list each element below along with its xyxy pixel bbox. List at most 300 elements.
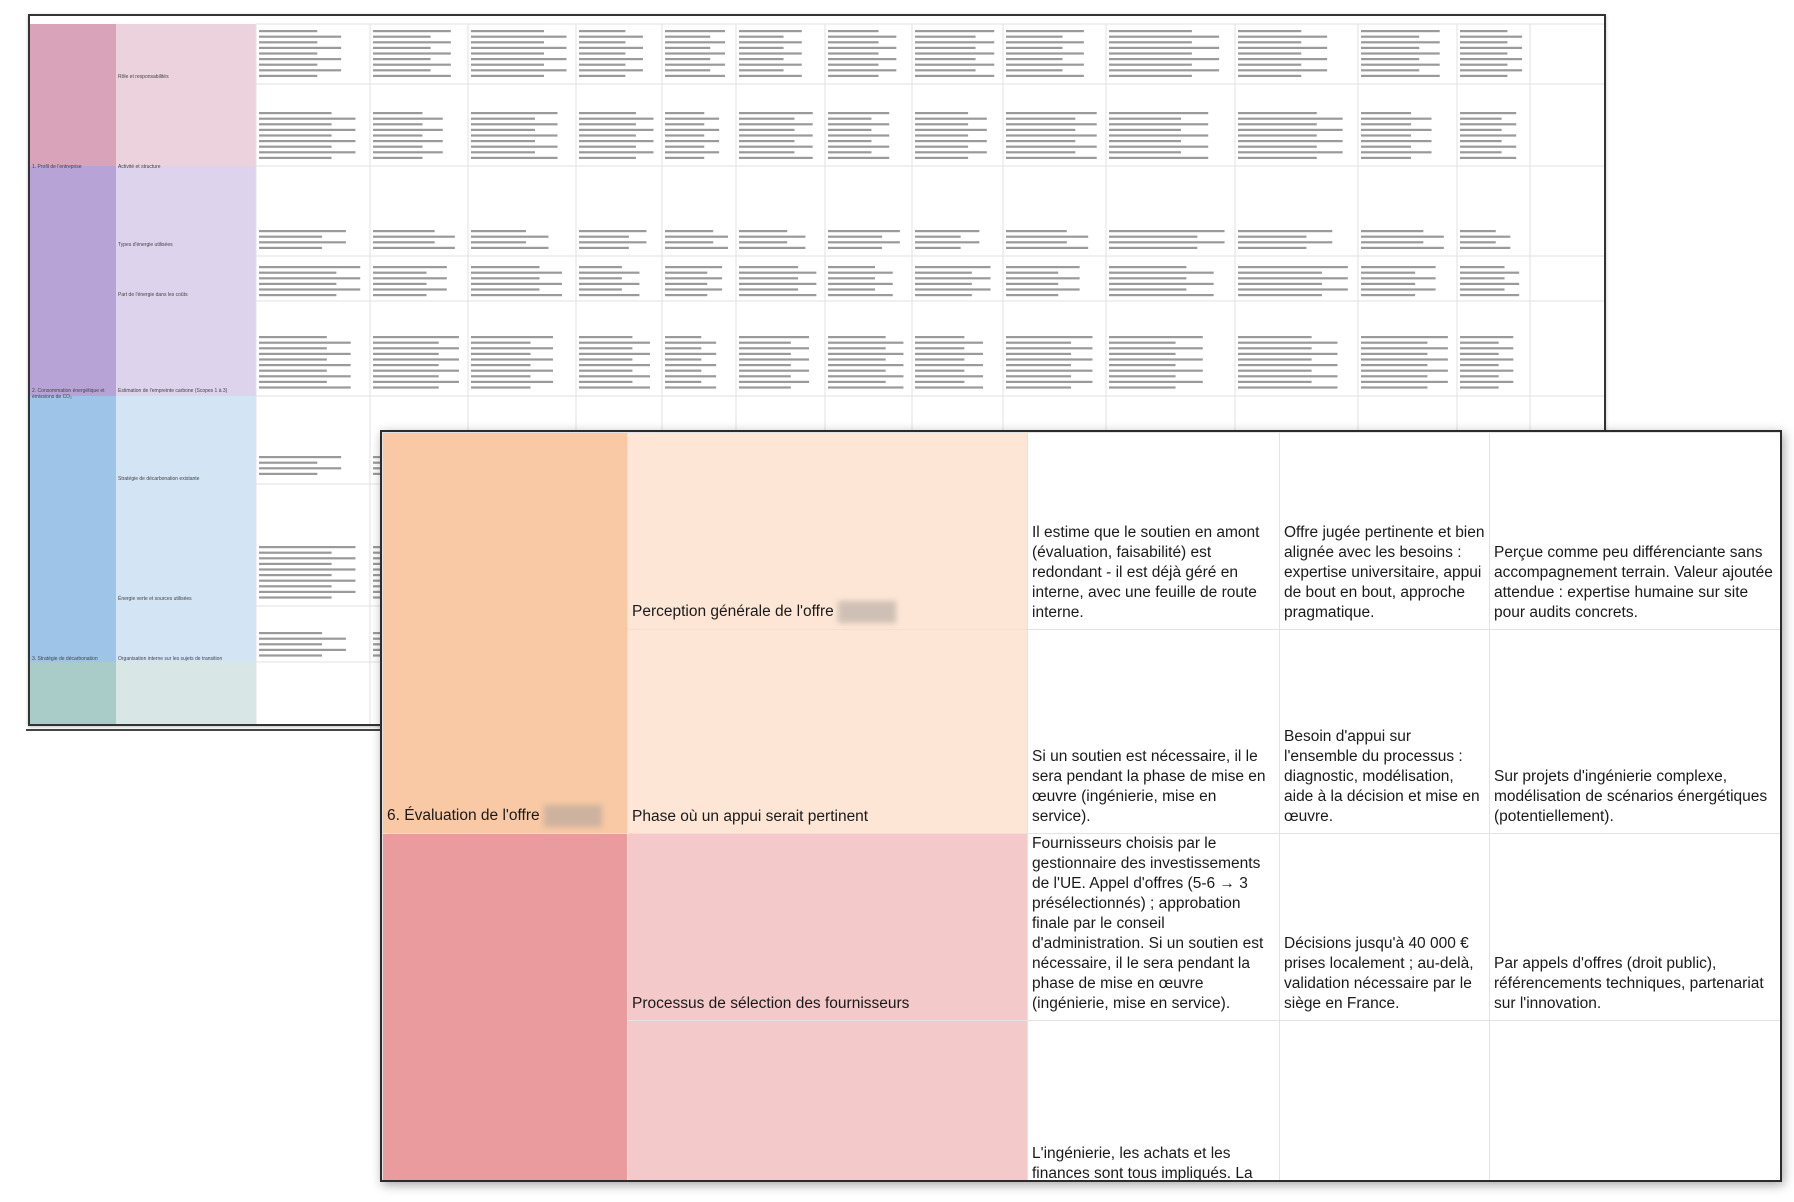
text-stroke (1460, 375, 1499, 377)
text-stroke (1006, 241, 1067, 243)
cell-text: Par appels d'offres (droit public), référencements techniques, partenariat sur l'innovation. (1494, 955, 1764, 1012)
text-stroke (1109, 283, 1214, 285)
text-stroke (373, 151, 443, 153)
text-stroke (471, 41, 544, 43)
text-stroke (739, 336, 809, 338)
table-cell[interactable] (1490, 630, 1781, 834)
text-stroke (915, 336, 964, 338)
text-stroke (915, 364, 983, 366)
text-stroke (471, 36, 567, 38)
row-label-cell[interactable] (628, 1021, 1028, 1183)
text-stroke (1460, 47, 1522, 49)
text-stroke (665, 47, 710, 49)
text-stroke (1460, 288, 1505, 290)
text-stroke (579, 241, 646, 243)
text-stroke (579, 342, 650, 344)
text-stroke (471, 375, 531, 377)
text-stroke (259, 342, 351, 344)
text-stroke (471, 358, 553, 360)
text-stroke (915, 241, 979, 243)
table-row (383, 433, 1781, 630)
text-stroke (1361, 283, 1415, 285)
text-stroke (915, 146, 968, 148)
table-cell[interactable] (1028, 433, 1280, 630)
text-stroke (1238, 58, 1327, 60)
text-stroke (1361, 36, 1419, 38)
text-stroke (665, 347, 701, 349)
text-stroke (471, 386, 531, 388)
row-label-cell[interactable] (628, 834, 1028, 1021)
text-stroke (1238, 146, 1317, 148)
text-stroke (471, 342, 531, 344)
text-stroke (373, 272, 427, 274)
text-stroke (579, 112, 636, 114)
text-stroke (828, 288, 875, 290)
text-stroke (739, 358, 809, 360)
text-stroke (1361, 123, 1411, 125)
text-stroke (1460, 140, 1502, 142)
zoomed-table-panel (380, 430, 1782, 1182)
text-stroke (1361, 58, 1419, 60)
row-label: Phase où un appui serait pertinent (632, 808, 869, 825)
text-stroke (665, 236, 728, 238)
text-stroke (1109, 47, 1219, 49)
text-stroke (373, 58, 431, 60)
text-stroke (665, 41, 725, 43)
text-stroke (915, 30, 994, 32)
text-stroke (1238, 247, 1306, 249)
text-stroke (1460, 151, 1502, 153)
text-stroke (259, 591, 355, 593)
subcategory-label: Types d'énergie utilisées (118, 242, 173, 248)
text-stroke (373, 364, 439, 366)
text-stroke (915, 347, 964, 349)
text-stroke (739, 64, 802, 66)
text-stroke (665, 134, 704, 136)
text-stroke (739, 247, 805, 249)
text-stroke (579, 157, 636, 159)
text-stroke (1006, 364, 1071, 366)
text-stroke (1460, 370, 1513, 372)
text-stroke (259, 134, 332, 136)
text-stroke (579, 294, 639, 296)
row-label-cell[interactable] (628, 630, 1028, 834)
text-stroke (579, 247, 629, 249)
text-stroke (665, 266, 722, 268)
text-stroke (373, 353, 439, 355)
text-stroke (1361, 236, 1444, 238)
text-stroke (828, 375, 903, 377)
text-stroke (579, 134, 636, 136)
text-stroke (471, 294, 562, 296)
text-stroke (579, 129, 653, 131)
text-stroke (915, 151, 987, 153)
text-stroke (1460, 146, 1516, 148)
text-stroke (259, 118, 355, 120)
text-stroke (1238, 230, 1332, 232)
text-stroke (259, 467, 341, 469)
text-stroke (1361, 381, 1448, 383)
text-stroke (828, 336, 886, 338)
text-stroke (828, 75, 879, 77)
text-stroke (373, 157, 423, 159)
text-stroke (739, 118, 794, 120)
table-cell[interactable] (1490, 433, 1781, 630)
text-stroke (1006, 247, 1088, 249)
text-stroke (1238, 36, 1327, 38)
text-stroke (1238, 52, 1301, 54)
table-cell[interactable] (1490, 834, 1781, 1021)
subcategory-label: Activité et structure (118, 164, 161, 170)
text-stroke (1460, 266, 1505, 268)
text-stroke (259, 557, 355, 559)
text-stroke (1006, 288, 1080, 290)
table-cell[interactable] (1490, 1021, 1781, 1183)
text-stroke (1006, 272, 1058, 274)
text-stroke (579, 370, 632, 372)
text-stroke (739, 129, 794, 131)
text-stroke (828, 151, 871, 153)
text-stroke (579, 266, 622, 268)
row-label: Processus de sélection des fournisseurs (632, 995, 910, 1012)
text-stroke (1109, 241, 1225, 243)
subcategory-label: Énergie verte et sources utilisées (118, 596, 192, 602)
text-stroke (579, 358, 632, 360)
text-stroke (1361, 247, 1444, 249)
text-stroke (373, 69, 431, 71)
subcategory-label: Organisation interne sur les sujets de transition (118, 656, 223, 662)
text-stroke (1238, 375, 1337, 377)
text-stroke (259, 364, 351, 366)
text-stroke (471, 58, 567, 60)
text-stroke (915, 118, 987, 120)
text-stroke (665, 230, 713, 232)
text-stroke (259, 643, 322, 645)
text-stroke (1109, 75, 1192, 77)
text-stroke (1006, 157, 1097, 159)
text-stroke (1238, 358, 1312, 360)
text-stroke (1361, 151, 1432, 153)
text-stroke (828, 241, 900, 243)
text-stroke (1006, 277, 1080, 279)
text-stroke (373, 140, 443, 142)
text-stroke (665, 30, 725, 32)
text-stroke (1006, 36, 1063, 38)
text-stroke (1109, 112, 1208, 114)
text-stroke (259, 151, 355, 153)
table-cell[interactable] (1280, 433, 1490, 630)
table-cell[interactable] (1028, 630, 1280, 834)
text-stroke (1460, 241, 1496, 243)
text-stroke (579, 283, 639, 285)
text-stroke (1361, 241, 1423, 243)
text-stroke (373, 118, 443, 120)
text-stroke (739, 364, 791, 366)
text-stroke (1361, 347, 1448, 349)
text-stroke (1361, 146, 1411, 148)
text-stroke (579, 47, 643, 49)
text-stroke (259, 552, 332, 554)
table-row (383, 834, 1781, 1021)
text-stroke (828, 41, 879, 43)
text-stroke (579, 58, 643, 60)
text-stroke (739, 370, 809, 372)
text-stroke (1460, 129, 1502, 131)
text-stroke (259, 283, 336, 285)
text-stroke (828, 236, 882, 238)
text-stroke (259, 52, 317, 54)
text-stroke (665, 353, 716, 355)
text-stroke (1361, 52, 1440, 54)
text-stroke (1006, 75, 1084, 77)
table-cell[interactable] (1280, 630, 1490, 834)
evaluation-table (382, 432, 1781, 1182)
text-stroke (1460, 294, 1519, 296)
text-stroke (739, 381, 809, 383)
text-stroke (915, 272, 972, 274)
table-cell[interactable] (1028, 1021, 1280, 1183)
text-stroke (1238, 112, 1317, 114)
text-stroke (259, 266, 360, 268)
text-stroke (739, 283, 816, 285)
text-stroke (259, 157, 332, 159)
text-stroke (1460, 230, 1496, 232)
text-stroke (471, 146, 558, 148)
text-stroke (1006, 236, 1088, 238)
subcategory-label: Stratégie de décarbonation existante (118, 476, 200, 482)
text-stroke (828, 157, 889, 159)
redacted-name (838, 601, 896, 623)
text-stroke (739, 58, 784, 60)
row-label: Perception générale de l'offre (632, 603, 834, 621)
text-stroke (1109, 342, 1176, 344)
subcategory-label: Rôle et responsabilités (118, 74, 169, 80)
text-stroke (1109, 277, 1186, 279)
row-label-cell[interactable] (628, 433, 1028, 630)
text-stroke (259, 632, 322, 634)
text-stroke (1006, 347, 1092, 349)
category-cell[interactable] (383, 433, 628, 834)
text-stroke (915, 381, 964, 383)
text-stroke (665, 241, 713, 243)
text-stroke (828, 123, 889, 125)
text-stroke (1460, 36, 1522, 38)
text-stroke (1361, 64, 1440, 66)
text-stroke (471, 277, 540, 279)
text-stroke (665, 146, 704, 148)
text-stroke (373, 129, 443, 131)
text-stroke (373, 134, 423, 136)
text-stroke (259, 358, 327, 360)
text-stroke (915, 52, 994, 54)
text-stroke (1109, 375, 1176, 377)
text-stroke (915, 75, 994, 77)
text-stroke (1006, 118, 1075, 120)
text-stroke (259, 574, 332, 576)
text-stroke (915, 342, 983, 344)
text-stroke (828, 112, 889, 114)
cell-text: L'ingénierie, les achats et les finances sont tous impliqués. La (1032, 1145, 1253, 1182)
text-stroke (1460, 386, 1499, 388)
text-stroke (1460, 342, 1499, 344)
category-label: 2. Consommation énergétique et émissions de CO₂ (32, 388, 105, 400)
text-stroke (1460, 52, 1507, 54)
text-stroke (739, 151, 794, 153)
text-stroke (471, 129, 535, 131)
text-stroke (259, 462, 317, 464)
text-stroke (471, 353, 531, 355)
text-stroke (259, 546, 355, 548)
text-stroke (1460, 364, 1499, 366)
text-stroke (579, 118, 653, 120)
text-stroke (1460, 123, 1516, 125)
text-stroke (665, 69, 710, 71)
text-stroke (1109, 288, 1186, 290)
text-stroke (373, 370, 459, 372)
table-cell[interactable] (1280, 834, 1490, 1021)
text-stroke (259, 585, 332, 587)
text-stroke (1109, 230, 1225, 232)
text-stroke (915, 375, 983, 377)
text-stroke (373, 342, 439, 344)
text-stroke (373, 236, 455, 238)
text-stroke (1361, 134, 1411, 136)
text-stroke (471, 272, 562, 274)
text-stroke (665, 58, 710, 60)
text-stroke (1109, 64, 1192, 66)
text-stroke (471, 336, 553, 338)
text-stroke (1361, 266, 1436, 268)
text-stroke (259, 375, 351, 377)
cell-text: Besoin d'appui sur l'ensemble du processus : diagnostic, modélisation, aide à la décision et mise en œuvre. (1284, 728, 1480, 825)
text-stroke (915, 283, 972, 285)
text-stroke (471, 230, 526, 232)
text-stroke (373, 381, 459, 383)
text-stroke (828, 134, 889, 136)
text-stroke (1238, 342, 1337, 344)
text-stroke (665, 52, 725, 54)
subcategory-band (116, 396, 256, 662)
text-stroke (739, 41, 802, 43)
text-stroke (1361, 30, 1440, 32)
text-stroke (579, 277, 622, 279)
text-stroke (471, 288, 540, 290)
text-stroke (1460, 69, 1522, 71)
text-stroke (1238, 241, 1332, 243)
text-stroke (579, 288, 622, 290)
text-stroke (915, 47, 976, 49)
text-stroke (373, 288, 447, 290)
text-stroke (1109, 381, 1203, 383)
text-stroke (373, 75, 451, 77)
text-stroke (828, 140, 871, 142)
text-stroke (1006, 283, 1058, 285)
text-stroke (1109, 294, 1214, 296)
table-cell[interactable] (1028, 834, 1280, 1021)
text-stroke (739, 236, 805, 238)
text-stroke (1460, 358, 1513, 360)
text-stroke (1109, 272, 1214, 274)
text-stroke (373, 230, 435, 232)
text-stroke (665, 123, 704, 125)
text-stroke (1238, 129, 1343, 131)
text-stroke (259, 112, 332, 114)
text-stroke (471, 157, 558, 159)
text-stroke (915, 69, 976, 71)
text-stroke (373, 146, 423, 148)
text-stroke (1460, 30, 1507, 32)
text-stroke (1006, 151, 1075, 153)
text-stroke (579, 30, 625, 32)
text-stroke (471, 69, 567, 71)
text-stroke (1361, 230, 1423, 232)
text-stroke (259, 473, 317, 475)
text-stroke (1460, 157, 1516, 159)
text-stroke (579, 364, 650, 366)
cell-text: Fournisseurs choisis par le gestionnaire des investissements de l'UE. Appel d'offres (5-6 → 3 présélectionnés) ; approbation finale par le conseil d'administration. Si un soutien est nécessaire, il le sera pendant la phase de mise en œuvre (ingénierie, mise en service). (1032, 835, 1264, 1012)
text-stroke (739, 30, 802, 32)
text-stroke (1361, 342, 1427, 344)
text-stroke (828, 129, 871, 131)
text-stroke (1238, 41, 1301, 43)
text-stroke (471, 381, 553, 383)
text-stroke (739, 342, 791, 344)
text-stroke (1238, 353, 1337, 355)
text-stroke (579, 347, 632, 349)
text-stroke (1238, 140, 1343, 142)
text-stroke (915, 112, 968, 114)
text-stroke (259, 353, 351, 355)
text-stroke (1460, 283, 1519, 285)
text-stroke (1460, 112, 1516, 114)
text-stroke (739, 277, 798, 279)
text-stroke (665, 364, 716, 366)
text-stroke (1238, 47, 1327, 49)
text-stroke (739, 140, 794, 142)
text-stroke (1361, 375, 1427, 377)
text-stroke (373, 41, 451, 43)
text-stroke (665, 358, 701, 360)
text-stroke (1238, 370, 1312, 372)
text-stroke (915, 134, 968, 136)
text-stroke (1109, 146, 1208, 148)
subcategory-band (116, 166, 256, 396)
text-stroke (739, 123, 813, 125)
text-stroke (579, 146, 636, 148)
text-stroke (1006, 30, 1084, 32)
text-stroke (739, 386, 791, 388)
text-stroke (915, 64, 994, 66)
category-cell[interactable] (383, 834, 628, 1183)
table-cell[interactable] (1280, 1021, 1490, 1183)
text-stroke (373, 247, 455, 249)
text-stroke (259, 123, 332, 125)
text-stroke (471, 241, 526, 243)
text-stroke (1109, 266, 1186, 268)
text-stroke (259, 370, 327, 372)
text-stroke (259, 580, 355, 582)
text-stroke (471, 123, 558, 125)
text-stroke (739, 75, 802, 77)
text-stroke (259, 386, 351, 388)
text-stroke (1006, 342, 1071, 344)
text-stroke (579, 272, 639, 274)
text-stroke (828, 386, 903, 388)
text-stroke (579, 36, 643, 38)
subcategory-band (116, 662, 256, 724)
text-stroke (1109, 30, 1192, 32)
text-stroke (471, 47, 567, 49)
